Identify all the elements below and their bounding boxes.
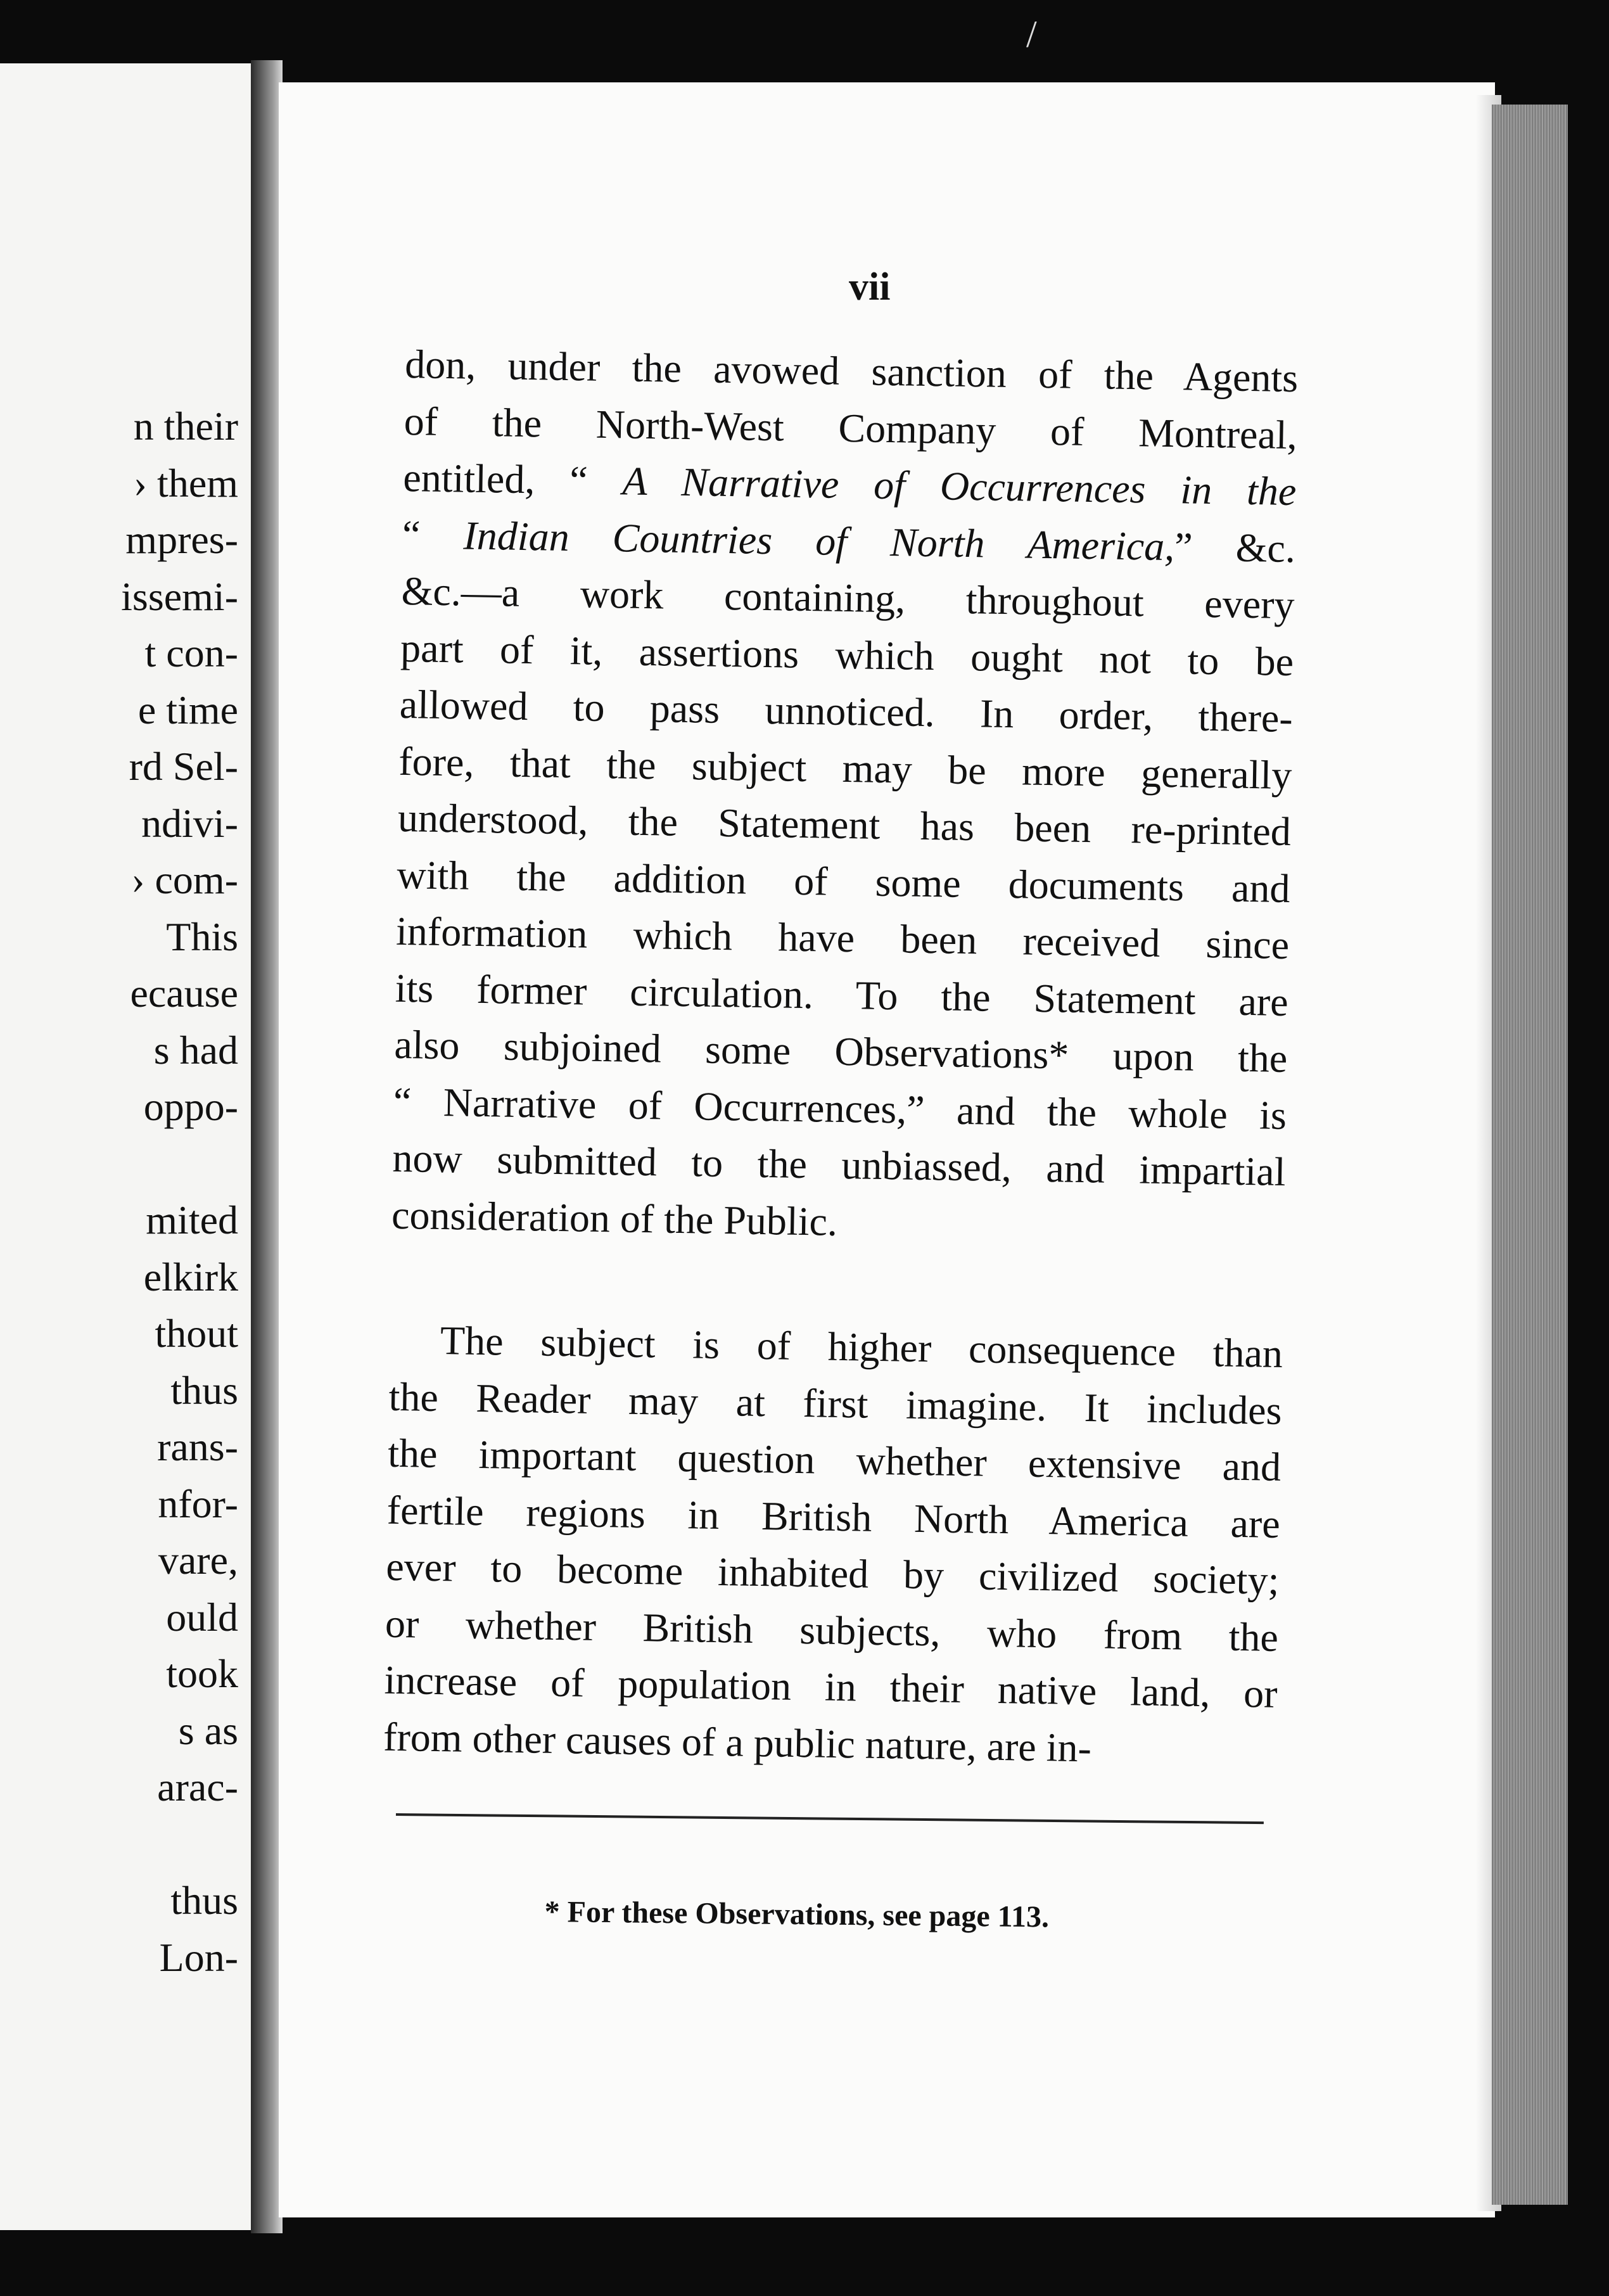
text-line: The subject is of higher consequence than bbox=[440, 1318, 1283, 1376]
paragraph-1 bbox=[391, 336, 1299, 1257]
text-line: allowed to pass unnoticed. In order, there- bbox=[399, 681, 1294, 741]
left-page-line: e time bbox=[137, 687, 238, 732]
text-line: “ Indian Countries of North America,” &c. bbox=[402, 511, 1296, 571]
left-page-line: This bbox=[166, 914, 238, 959]
left-page-line: mpres- bbox=[125, 517, 238, 562]
text-line: its former circulation. To the Statement are bbox=[395, 965, 1289, 1024]
text-line: information which have been received since bbox=[395, 908, 1290, 968]
left-page-line: Lon- bbox=[159, 1934, 238, 1980]
book-gutter bbox=[251, 60, 283, 2233]
text-line: ever to become inhabited by civilized society; bbox=[385, 1543, 1280, 1603]
left-page-line: › com- bbox=[131, 857, 238, 902]
left-page-line: ould bbox=[166, 1594, 238, 1640]
left-page-line: n their bbox=[133, 404, 238, 449]
left-page-line: thus bbox=[170, 1878, 238, 1923]
paragraph-2 bbox=[383, 1311, 1283, 1779]
left-page-line: nfor- bbox=[158, 1481, 238, 1526]
left-page-line: rans- bbox=[157, 1424, 238, 1469]
text-line: or whether British subjects, who from the bbox=[385, 1600, 1279, 1660]
page-number: vii bbox=[849, 265, 891, 309]
text-line: entitled, “ A Narrative of Occurrences in the bbox=[402, 454, 1297, 514]
left-page-line: issemi- bbox=[121, 573, 238, 619]
left-page-line: s as bbox=[178, 1707, 238, 1753]
left-page-line bbox=[121, 1816, 238, 1873]
text-line: don, under the avowed sanction of the Agents bbox=[404, 341, 1299, 401]
text-line: increase of population in their native land, or bbox=[384, 1657, 1278, 1716]
left-page-line: oppo- bbox=[143, 1084, 238, 1129]
left-page-line: › them bbox=[133, 460, 238, 506]
footnote: * For these Observations, see page 113. bbox=[544, 1895, 1050, 1934]
left-page-text bbox=[121, 398, 238, 1986]
left-page-line: took bbox=[166, 1651, 238, 1696]
left-page-line: thus bbox=[170, 1367, 238, 1413]
text-line: of the North-West Company of Montreal, bbox=[404, 398, 1298, 457]
text-line: consideration of the Public. bbox=[391, 1192, 838, 1244]
scan-mark: / bbox=[1026, 13, 1037, 55]
book-fore-edge bbox=[1492, 105, 1568, 2205]
text-line: with the addition of some documents and bbox=[397, 851, 1291, 911]
left-page-line: ndivi- bbox=[141, 800, 238, 846]
left-page-line: elkirk bbox=[143, 1254, 238, 1299]
text-line: fore, that the subject may be more generally bbox=[398, 738, 1292, 798]
left-page bbox=[0, 63, 253, 2230]
left-page-line: ecause bbox=[130, 971, 238, 1016]
text-line: fertile regions in British North America are bbox=[386, 1487, 1281, 1547]
text-line: now submitted to the unbiassed, and impartial bbox=[392, 1135, 1287, 1194]
left-page-line: rd Sel- bbox=[129, 744, 238, 789]
text-line: &c.—a work containing, throughout every bbox=[401, 568, 1295, 628]
text-line: part of it, assertions which ought not to be bbox=[400, 625, 1294, 684]
left-page-line: s had bbox=[153, 1027, 238, 1073]
body-text bbox=[383, 336, 1299, 1779]
text-line: the important question whether extensive and bbox=[387, 1430, 1281, 1489]
left-page-line: vare, bbox=[158, 1538, 238, 1583]
left-page-line: arac- bbox=[157, 1764, 238, 1809]
left-page-line: mited bbox=[146, 1197, 238, 1242]
text-line: “ Narrative of Occurrences,” and the whole is bbox=[393, 1078, 1287, 1138]
text-line: the Reader may at first imagine. It includes bbox=[388, 1374, 1283, 1433]
left-page-line: t con- bbox=[144, 630, 238, 675]
text-line: from other causes of a public nature, are in- bbox=[383, 1714, 1092, 1770]
left-page-line bbox=[121, 1135, 238, 1192]
text-line: also subjoined some Observations* upon the bbox=[393, 1021, 1288, 1081]
text-line: understood, the Statement has been re-printed bbox=[397, 794, 1292, 855]
left-page-line: thout bbox=[155, 1311, 238, 1356]
